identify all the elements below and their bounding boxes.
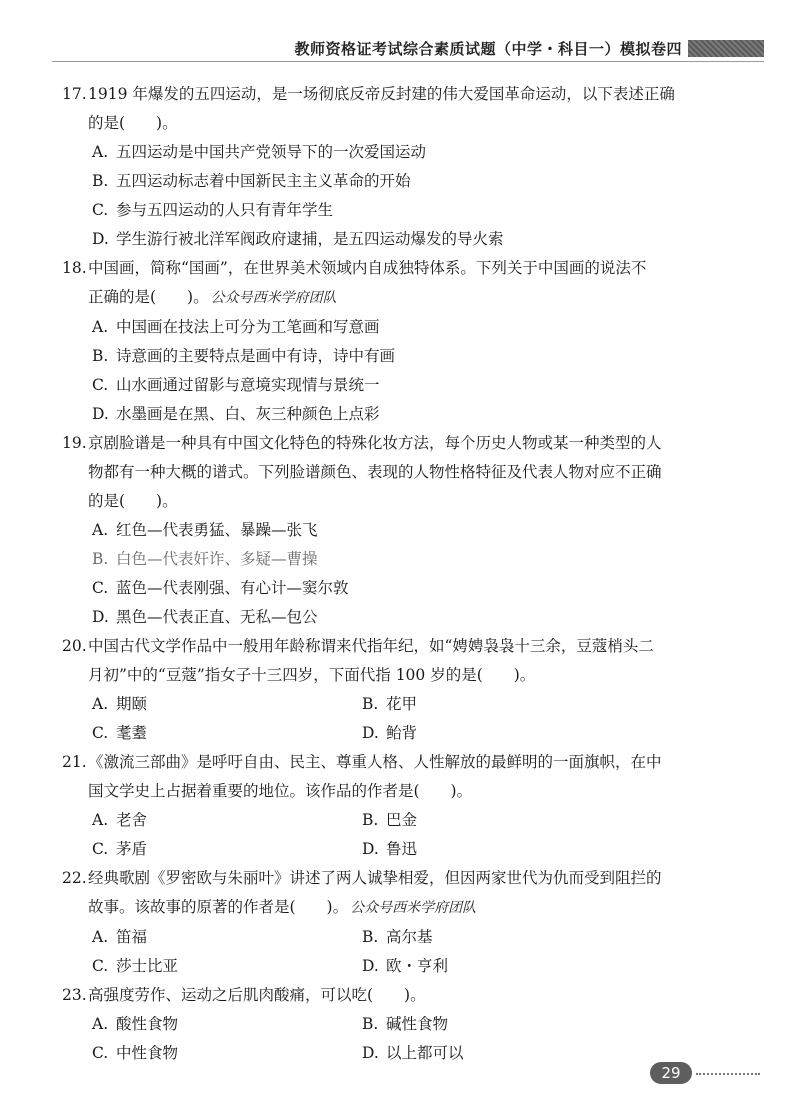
option-d[interactable]: D. 以上都可以 [362,1044,464,1062]
question-list [62,80,702,1068]
option-c[interactable]: C. 茅盾 [92,840,148,858]
option-c[interactable]: C. 山水画通过留影与意境实现情与景统一 [92,376,380,394]
question-number: 20. [62,637,87,655]
question-stem-line: 23.高强度劳作、运动之后肌肉酸痛，可以吃( )。 [62,981,702,1010]
question-17 [62,80,702,254]
question-22 [62,864,702,981]
option-d[interactable]: D. 水墨画是在黑、白、灰三种颜色上点彩 [92,405,380,423]
option-c[interactable]: C. 莎士比亚 [92,957,179,975]
option-list [62,806,702,864]
handwritten-note: 公众号西米学府团队 [210,290,337,306]
option-c[interactable]: C. 参与五四运动的人只有青年学生 [92,201,334,219]
header-divider [52,61,764,62]
option-a[interactable]: A. 中国画在技法上可分为工笔画和写意画 [92,318,380,336]
option-a[interactable]: A. 酸性食物 [92,1015,179,1033]
option-b[interactable]: B. 高尔基 [362,928,433,946]
question-stem-line: 19.京剧脸谱是一种具有中国文化特色的特殊化妆方法，每个历史人物或某一种类型的人 [62,429,702,458]
option-a[interactable]: A. 期颐 [92,695,148,713]
option-c[interactable]: C. 蓝色—代表刚强、有心计—窦尔敦 [92,579,349,597]
option-a[interactable]: A. 红色—代表勇猛、暴躁—张飞 [92,521,318,539]
option-b[interactable]: B. 花甲 [362,695,418,713]
option-list [62,313,702,429]
header-decoration-bar [688,40,764,57]
question-stem-line: 故事。该故事的原著的作者是( )。 公众号西米学府团队 [88,898,477,916]
question-stem-line: 20.中国古代文学作品中一般用年龄称谓来代指年纪，如“娉娉袅袅十三余，豆蔻梢头二 [62,632,702,661]
question-stem-line: 物都有一种大概的谱式。下列脸谱颜色、表现的人物性格特征及代表人物对应不正确 [88,463,662,481]
question-21 [62,748,702,864]
option-b[interactable]: B. 五四运动标志着中国新民主主义革命的开始 [92,172,411,190]
question-stem-line: 月初”中的“豆蔻”指女子十三四岁，下面代指 100 岁的是( )。 [88,666,536,684]
option-b[interactable]: B. 白色—代表奸诈、多疑—曹操 [92,550,318,568]
option-d[interactable]: D. 鲐背 [362,724,418,742]
question-number: 23. [62,986,87,1004]
question-19 [62,429,702,632]
question-stem-line: 21.《激流三部曲》是呼吁自由、民主、尊重人格、人性解放的最鲜明的一面旗帜，在中 [62,748,702,777]
option-b[interactable]: B. 巴金 [362,811,418,829]
option-d[interactable]: D. 黑色—代表正直、无私—包公 [92,608,318,626]
question-stem-line: 18.中国画，简称“国画”，在世界美术领域内自成独特体系。下列关于中国画的说法不 [62,254,702,283]
option-b[interactable]: B. 诗意画的主要特点是画中有诗，诗中有画 [92,347,396,365]
question-number: 22. [62,869,87,887]
question-stem-line: 22.经典歌剧《罗密欧与朱丽叶》讲述了两人诚挚相爱，但因两家世代为仇而受到阻拦的 [62,864,702,893]
handwritten-note: 公众号西米学府团队 [350,900,477,916]
option-d[interactable]: D. 欧・亨利 [362,957,449,975]
footer-dotted-rule [696,1073,760,1075]
page-header [0,38,800,60]
question-stem-line: 正确的是( )。 公众号西米学府团队 [88,288,337,306]
question-stem-line: 国文学史上占据着重要的地位。该作品的作者是( )。 [88,782,473,800]
question-number: 18. [62,259,87,277]
question-18 [62,254,702,429]
option-list [62,138,702,254]
option-d[interactable]: D. 鲁迅 [362,840,418,858]
page-number: 29 [650,1062,692,1084]
question-stem-line: 的是( )。 [88,492,178,510]
question-23 [62,981,702,1068]
option-a[interactable]: A. 笛福 [92,928,148,946]
option-b[interactable]: B. 碱性食物 [362,1015,449,1033]
question-number: 19. [62,434,87,452]
option-list [62,516,702,632]
question-number: 17. [62,85,87,103]
option-c[interactable]: C. 耄耋 [92,724,148,742]
option-list [62,923,702,981]
option-d[interactable]: D. 学生游行被北洋军阀政府逮捕，是五四运动爆发的导火索 [92,230,504,248]
option-a[interactable]: A. 老舍 [92,811,148,829]
header-title: 教师资格证考试综合素质试题（中学・科目一）模拟卷四 [294,40,682,58]
question-stem-line: 的是( )。 [88,114,178,132]
option-list [62,690,702,748]
option-list [62,1010,702,1068]
question-stem-line: 17.1919 年爆发的五四运动，是一场彻底反帝反封建的伟大爱国革命运动，以下表述正确 [62,80,702,109]
option-c[interactable]: C. 中性食物 [92,1044,179,1062]
option-a[interactable]: A. 五四运动是中国共产党领导下的一次爱国运动 [92,143,427,161]
question-20 [62,632,702,748]
question-number: 21. [62,753,87,771]
